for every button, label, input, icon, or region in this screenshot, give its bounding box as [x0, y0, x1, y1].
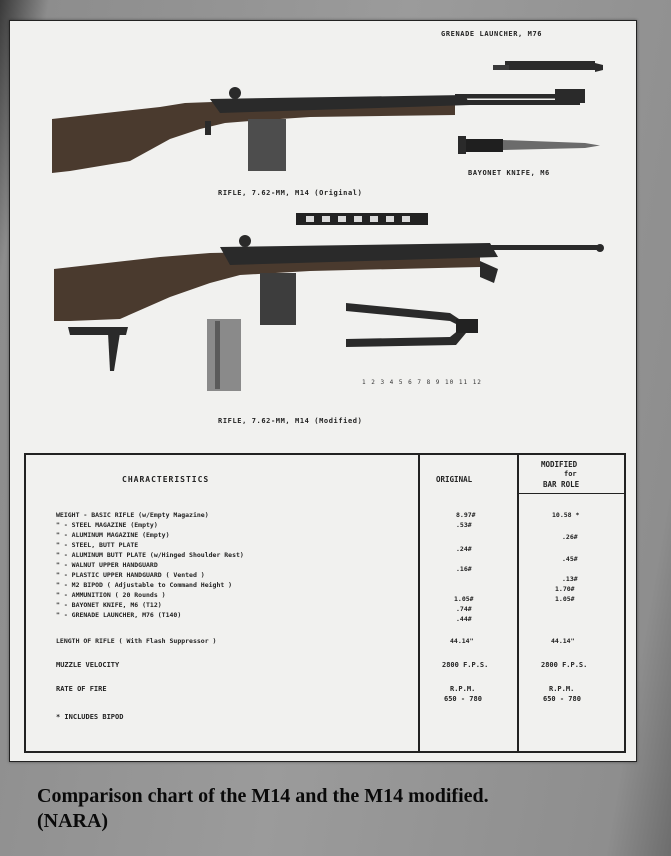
row-label: " - BAYONET KNIFE, M6 (T12) — [56, 601, 162, 609]
caption-line-1: Comparison chart of the M14 and the M14 modified. — [37, 785, 489, 807]
header-characteristics: CHARACTERISTICS — [122, 475, 210, 484]
caption-line-2: (NARA) — [37, 810, 109, 832]
length-label: LENGTH OF RIFLE ( With Flash Suppressor ) — [56, 637, 217, 645]
header-original: ORIGINAL — [436, 475, 473, 484]
length-modified: 44.14" — [551, 637, 575, 645]
row-original: 8.97# — [456, 511, 476, 519]
rifle-original-drawing — [52, 87, 585, 173]
row-original: .24# — [456, 545, 472, 553]
rate-modified-unit: R.P.M. — [549, 685, 575, 693]
bipod-drawing — [346, 303, 478, 347]
row-modified: 1.70# — [555, 585, 575, 593]
bayonet-drawing — [458, 136, 600, 154]
row-label: " - STEEL, BUTT PLATE — [56, 541, 139, 549]
rifle-illustrations — [10, 21, 636, 451]
velocity-modified: 2800 F.P.S. — [541, 661, 588, 669]
row-modified: .26# — [562, 533, 578, 541]
row-label: " - AMMUNITION ( 20 Rounds ) — [56, 591, 166, 599]
row-modified: 1.05# — [555, 595, 575, 603]
row-modified: .13# — [562, 575, 578, 583]
rate-original-unit: R.P.M. — [450, 685, 476, 693]
row-label: " - PLASTIC UPPER HANDGUARD ( Vented ) — [56, 571, 205, 579]
length-original: 44.14" — [450, 637, 474, 645]
label-bayonet: BAYONET KNIFE, M6 — [468, 169, 550, 177]
row-original: .16# — [456, 565, 472, 573]
rate-original-value: 650 - 780 — [444, 695, 482, 703]
row-modified: .45# — [562, 555, 578, 563]
shoulder-rest-drawing — [68, 327, 128, 371]
header-modified: MODIFIED — [541, 460, 578, 469]
row-label: " - ALUMINUM BUTT PLATE (w/Hinged Shoulder Rest) — [56, 551, 244, 559]
label-rifle-modified: RIFLE, 7.62-MM, M14 (Modified) — [218, 417, 363, 425]
column-divider — [517, 455, 519, 751]
footnote: * INCLUDES BIPOD — [56, 713, 124, 721]
row-label: " - STEEL MAGAZINE (Empty) — [56, 521, 158, 529]
rifle-modified-drawing — [54, 235, 604, 325]
row-original: .44# — [456, 615, 472, 623]
row-original: .74# — [456, 605, 472, 613]
figure-caption — [37, 784, 647, 834]
column-divider — [418, 455, 420, 751]
row-label: " - ALUMINUM MAGAZINE (Empty) — [56, 531, 170, 539]
header-for: for — [564, 470, 577, 478]
label-rifle-original: RIFLE, 7.62-MM, M14 (Original) — [218, 189, 363, 197]
row-label: WEIGHT - BASIC RIFLE (w/Empty Magazine) — [56, 511, 209, 519]
scale-ruler: 1 2 3 4 5 6 7 8 9 10 11 12 — [362, 379, 482, 386]
velocity-label: MUZZLE VELOCITY — [56, 661, 120, 669]
row-original: .53# — [456, 521, 472, 529]
header-bar-role: BAR ROLE — [543, 480, 580, 489]
row-modified: 10.58 * — [552, 511, 580, 519]
characteristics-table — [24, 453, 626, 753]
row-label: " - GRENADE LAUNCHER, M76 (T140) — [56, 611, 182, 619]
rate-label: RATE OF FIRE — [56, 685, 107, 693]
row-original: 1.05# — [454, 595, 474, 603]
aluminum-magazine-drawing — [207, 319, 241, 391]
vented-handguard-drawing — [296, 213, 428, 225]
label-grenade-launcher: GRENADE LAUNCHER, M76 — [441, 30, 543, 38]
grenade-launcher-drawing — [493, 61, 603, 72]
velocity-original: 2800 F.P.S. — [442, 661, 489, 669]
comparison-plate — [9, 20, 637, 762]
row-label: " - WALNUT UPPER HANDGUARD — [56, 561, 158, 569]
rate-modified-value: 650 - 780 — [543, 695, 581, 703]
row-label: " - M2 BIPOD ( Adjustable to Command Height ) — [56, 581, 233, 589]
